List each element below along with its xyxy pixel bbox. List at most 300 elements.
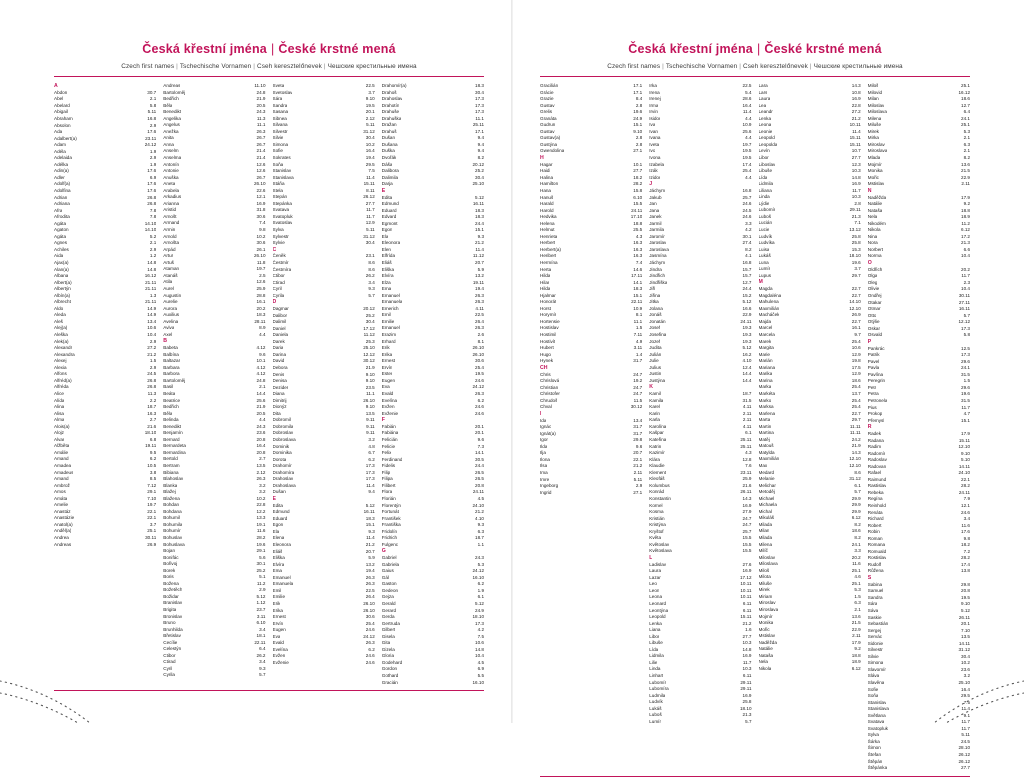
name-label: Gaius: [381, 568, 394, 574]
name-date: 12.1: [961, 503, 970, 508]
alphabet-letter: R: [867, 424, 872, 431]
name-date: 10.9: [742, 122, 752, 128]
name-date: 2.9: [149, 338, 157, 344]
name-label: Bohumil: [163, 515, 180, 521]
name-date: 22.1: [147, 515, 157, 521]
name-label: Diana: [272, 391, 285, 397]
name-date: 3.2: [259, 489, 266, 495]
name-label: Adrian: [54, 194, 68, 200]
name-date: 4.3: [745, 450, 752, 456]
name-label: Gustav(a): [540, 135, 561, 141]
name-date: 24.11: [740, 318, 752, 324]
alphabet-letter: E: [381, 187, 386, 194]
name-date: 3.2: [368, 437, 375, 443]
name-date: 19.5: [475, 371, 484, 377]
name-date: 16.8: [147, 115, 157, 121]
name-date: 16.9: [851, 181, 861, 187]
name-label: Ilja: [540, 450, 546, 456]
name-date: 13.2: [365, 561, 375, 567]
name-label: Amelie: [54, 502, 69, 508]
name-date: 25.7: [742, 528, 752, 534]
name-label: Romana: [867, 542, 886, 548]
name-date: 17.3: [961, 325, 970, 331]
name-date: 11.3: [256, 115, 266, 121]
name-label: Darina: [272, 351, 287, 357]
name-date: 3.7: [149, 521, 157, 527]
name-label: Štefan: [867, 752, 882, 758]
name-label: Karel: [649, 404, 660, 410]
name-label: Jakub: [649, 194, 662, 200]
name-date: 15.1: [365, 522, 375, 528]
name-date: 22.8: [851, 102, 861, 108]
alphabet-letter: CH: [540, 364, 548, 371]
name-label: Lumír: [649, 718, 661, 724]
name-label: Egmont: [381, 220, 398, 226]
alphabet-letter: K: [649, 384, 653, 391]
name-label: Halina: [540, 174, 554, 180]
name-date: 6.2: [149, 456, 157, 462]
name-date: 3.11: [633, 345, 643, 351]
name-label: Sabina: [867, 581, 883, 587]
name-date: 10.9: [633, 305, 643, 311]
name-date: 14.9: [147, 305, 157, 311]
name-label: Denisa: [272, 378, 287, 384]
name-date: 25.10: [363, 345, 375, 351]
name-label: Jonatán: [649, 318, 666, 324]
name-date: 6.2: [368, 646, 375, 652]
name-label: Medard: [758, 469, 775, 475]
name-date: 1.9: [149, 161, 157, 167]
name-date: 3.4: [259, 626, 266, 632]
name-label: Alek(a): [54, 338, 69, 344]
name-label: Liliana: [758, 187, 772, 193]
name-date: 16.4: [256, 443, 266, 449]
name-date: 1.1: [477, 541, 484, 547]
name-label: Darek: [272, 338, 285, 344]
name-label: Arnold: [163, 233, 177, 239]
name-date: 6.2: [477, 581, 484, 587]
name-label: Gabriela: [381, 561, 400, 567]
name-date: 30.4: [365, 240, 375, 246]
name-date: 10.2: [961, 660, 970, 666]
name-label: Eugen: [272, 627, 286, 633]
name-label: Radim: [867, 444, 882, 450]
name-date: 28.2: [633, 181, 643, 187]
name-date: 17.3: [475, 620, 484, 626]
name-label: Anita: [163, 135, 174, 141]
name-date: 11.7: [852, 187, 861, 193]
name-label: Jaromír: [649, 233, 665, 239]
name-date: 7.1: [854, 220, 861, 226]
name-label: Hana: [540, 188, 551, 193]
name-label: Fulgenc: [381, 541, 399, 547]
name-label: Daniela: [272, 332, 289, 338]
name-label: Branislav: [163, 600, 183, 606]
name-date: 6.3: [963, 141, 970, 147]
name-date: 29.9: [851, 508, 861, 514]
name-date: 17.3: [365, 469, 375, 475]
name-label: Brunhilda: [163, 626, 183, 632]
name-date: 6.12: [851, 665, 861, 671]
name-label: Edmund: [272, 509, 290, 515]
name-date: 20.5: [256, 102, 266, 108]
name-label: Bertold: [163, 456, 178, 462]
name-label: Drahuš: [381, 128, 397, 134]
alphabet-heading: [649, 384, 751, 391]
name-date: 8.2: [854, 521, 861, 527]
name-label: Eliáš: [381, 260, 392, 266]
subtitle-sep-2: |: [739, 63, 742, 70]
name-label: Aristid: [163, 207, 177, 213]
name-date: 27.9: [742, 509, 752, 515]
name-label: Leo: [649, 581, 657, 587]
name-date: 25.10: [472, 181, 484, 187]
name-date: 15.5: [742, 541, 752, 547]
name-label: Renáta: [867, 509, 883, 515]
name-date: 25.2: [475, 168, 484, 174]
name-date: 26.3: [475, 292, 484, 298]
name-label: Lidmila: [758, 181, 774, 187]
name-label: Hanuš: [540, 194, 554, 200]
name-date: 30.1: [256, 561, 266, 567]
name-date: 24.8: [256, 377, 266, 383]
name-date: 24.12: [472, 384, 484, 390]
name-label: Evald: [381, 390, 394, 396]
name-label: Emanuela: [381, 299, 403, 305]
name-label: Heribert: [540, 253, 557, 259]
name-label: Ernest: [381, 358, 396, 364]
name-date: 21.2: [147, 351, 157, 357]
name-label: Laura: [758, 96, 771, 102]
name-label: Břetislav: [163, 633, 181, 639]
name-date: 19.6: [256, 541, 266, 547]
name-date: 21.5: [961, 168, 970, 174]
name-date: 15.11: [849, 141, 861, 147]
name-label: Hostivít: [540, 338, 556, 344]
name-date: 9.7: [854, 332, 861, 338]
name-label: Jonáš: [649, 312, 662, 318]
name-date: 25.10: [958, 680, 970, 686]
name-date: 10.3: [742, 666, 752, 672]
name-label: Matěj: [758, 436, 770, 442]
name-date: 5.7: [963, 312, 970, 318]
name-date: 31.12: [958, 647, 970, 653]
name-label: Aneta: [163, 181, 176, 187]
name-label: Konrád: [649, 489, 665, 495]
name-label: Anuška: [163, 174, 179, 180]
name-date: 26.9: [147, 541, 157, 547]
name-date: 3.11: [256, 613, 266, 619]
name-label: Dagmar: [272, 306, 289, 312]
name-date: 12.12: [363, 351, 375, 357]
name-date: 16.2: [742, 351, 752, 357]
name-date: 25.4: [742, 168, 752, 174]
name-label: Nikola: [758, 665, 772, 671]
name-label: Amadeus: [54, 469, 74, 475]
name-date: 5.12: [475, 194, 484, 200]
name-label: Hilda: [540, 286, 551, 292]
name-label: Cecílie: [163, 639, 178, 645]
name-date: 5.3: [477, 561, 484, 567]
name-label: Aleška: [54, 332, 68, 338]
name-date: 4.12: [256, 345, 266, 351]
name-date: 18.3: [365, 515, 375, 521]
name-label: Alej(a): [54, 325, 68, 331]
name-date: 15.1: [475, 227, 484, 233]
name-date: 6.6: [963, 246, 970, 252]
name-label: Maxmilián: [758, 305, 780, 311]
name-label: Sveta: [272, 83, 285, 88]
name-date: 10.2: [256, 233, 266, 239]
name-label: Gustav: [540, 128, 555, 134]
name-label: Běla: [163, 102, 173, 108]
name-date: 31.12: [363, 233, 375, 239]
name-label: Barbora: [163, 371, 180, 377]
name-label: Erika: [381, 351, 393, 357]
name-label: Miloslav: [867, 102, 885, 108]
name-date: 25.3: [365, 338, 375, 344]
name-label: Celestýn: [163, 646, 182, 652]
name-label: Milan: [867, 96, 879, 102]
name-date: 24.6: [475, 410, 484, 416]
name-label: Albert(a): [54, 279, 72, 285]
name-label: Nikola: [867, 227, 881, 233]
name-date: 29.5: [961, 693, 970, 699]
name-label: František: [381, 515, 401, 521]
name-date: 14.10: [849, 299, 861, 305]
name-label: Mlada: [867, 155, 881, 161]
name-date: 25.4: [851, 338, 861, 344]
name-date: 14.1: [475, 450, 484, 456]
name-label: Drahoš: [381, 89, 397, 95]
name-label: Artuš: [163, 259, 174, 265]
name-date: 24.9: [475, 607, 484, 613]
book-gutter: [511, 0, 513, 723]
name-date: 26.10: [363, 607, 375, 613]
name-label: Sáva: [867, 608, 879, 613]
name-label: Gejza: [381, 594, 394, 600]
name-label: Lenka: [758, 115, 772, 121]
name-date: 28.8: [256, 292, 266, 298]
name-date: 17.6: [961, 529, 970, 535]
name-date: 1.4: [635, 351, 643, 357]
name-label: Sandra: [272, 102, 288, 108]
name-label: Libuše: [758, 168, 773, 174]
alphabet-heading: [163, 338, 265, 345]
name-date: 30.6: [365, 614, 375, 620]
name-date: 4.3: [635, 233, 643, 239]
name-date: 11.4: [366, 535, 375, 541]
name-date: 5.4: [745, 89, 752, 95]
name-label: Svatava: [272, 207, 290, 213]
name-date: 13.5: [256, 462, 266, 468]
name-label: Petra: [867, 391, 879, 397]
name-date: 10.6: [851, 345, 861, 351]
name-date: 22.7: [851, 292, 861, 298]
name-date: 24.11: [472, 489, 484, 495]
name-label: Milena: [867, 115, 882, 121]
name-date: 3.7: [368, 89, 375, 95]
name-label: Simona: [272, 141, 289, 147]
name-label: Lubomír: [649, 679, 667, 685]
name-label: Albana: [54, 273, 69, 279]
name-label: Chris: [540, 371, 551, 377]
name-date: 1.5: [635, 325, 643, 331]
name-label: Sára: [272, 96, 283, 102]
name-date: 25.6: [256, 397, 266, 403]
name-date: 10.4: [961, 253, 970, 259]
name-date: 18.10: [849, 253, 861, 259]
name-date: 3.8: [149, 469, 157, 475]
name-date: 7.9: [963, 496, 970, 502]
name-date: 24.1: [851, 541, 861, 547]
name-label: Miloš: [867, 83, 879, 88]
name-label: Petronela: [867, 398, 888, 403]
name-label: Ivo: [649, 148, 656, 154]
name-label: Stanislava: [272, 174, 294, 180]
name-date: 19.5: [742, 155, 752, 161]
name-label: Otýlie: [867, 319, 880, 325]
name-label: Chrislová: [540, 378, 560, 384]
name-label: Dominik: [272, 443, 290, 449]
name-date: 16.4: [365, 148, 375, 154]
name-label: Gerald: [381, 600, 396, 606]
name-label: Igor: [540, 437, 548, 443]
name-label: Bernardina: [163, 449, 186, 455]
name-label: Filip: [381, 469, 391, 475]
name-label: Josef: [649, 325, 661, 331]
name-label: Christian: [540, 384, 559, 390]
name-date: 10.11: [740, 581, 752, 587]
name-label: Dorota: [272, 456, 287, 462]
name-date: 24.11: [631, 207, 643, 213]
name-label: Kašpar: [649, 430, 664, 436]
alphabet-letter: D: [272, 299, 277, 306]
name-label: Naděžda: [867, 194, 887, 200]
name-label: Luboš: [649, 712, 662, 718]
alphabet-letter: E: [272, 495, 276, 502]
name-date: 18.6: [961, 96, 970, 102]
name-date: 19.4: [365, 568, 375, 574]
name-label: Rebeka: [867, 489, 884, 495]
name-label: Izák: [649, 168, 658, 174]
name-label: Peregrin: [867, 378, 886, 384]
name-date: 2.9: [259, 587, 266, 593]
name-label: Štěpánka: [867, 765, 888, 771]
alphabet-heading: [649, 555, 751, 562]
name-date: 19.5: [742, 148, 752, 154]
name-date: 19.2: [633, 378, 643, 384]
name-date: 11.1: [633, 318, 643, 324]
name-date: 5.11: [147, 109, 157, 115]
name-date: 17.3: [475, 96, 484, 102]
name-label: Miriam: [758, 593, 773, 599]
name-date: 23.5: [365, 384, 375, 390]
name-label: Sylvestr: [272, 233, 289, 239]
name-date: 30.4: [961, 653, 970, 659]
name-label: Otto: [867, 312, 877, 318]
name-date: 8.2: [854, 534, 861, 540]
name-label: Miroslava: [758, 607, 779, 612]
name-label: Michael: [758, 495, 775, 501]
name-label: Lidmila: [649, 653, 664, 659]
name-label: Rostislav: [867, 555, 887, 561]
name-label: Edmund: [381, 201, 399, 207]
name-label: Aurel: [163, 285, 174, 291]
name-date: 4.5: [477, 495, 484, 501]
name-label: Květoslava: [649, 548, 672, 554]
name-date: 11.12: [363, 332, 375, 338]
name-date: 24.5: [742, 207, 752, 213]
name-date: 20.7: [475, 260, 484, 266]
name-label: Leopold: [649, 614, 666, 620]
name-date: 29.7: [851, 272, 861, 278]
name-label: Jindřich: [649, 273, 666, 279]
name-date: 16.11: [472, 201, 484, 207]
alphabet-heading: [382, 188, 484, 195]
name-label: Gisela: [381, 633, 395, 639]
name-date: 2.8: [854, 200, 861, 206]
name-date: 19.7: [742, 141, 752, 147]
name-label: Radoslav: [867, 457, 887, 463]
name-label: David: [272, 358, 285, 364]
name-label: Jarmila: [649, 227, 665, 233]
name-label: Mirek: [867, 128, 879, 134]
name-date: 11.6: [256, 528, 266, 534]
name-label: Jasmína: [649, 253, 667, 259]
name-label: Božena: [163, 580, 179, 586]
name-label: Gracilián: [540, 83, 559, 88]
name-date: 24.9: [633, 115, 643, 121]
name-label: Adélka: [54, 161, 69, 167]
name-date: 10.11: [849, 122, 861, 128]
name-date: 17.12: [740, 574, 752, 580]
name-date: 5.9: [368, 555, 375, 561]
name-date: 12.2: [256, 508, 266, 514]
name-label: Marcel: [758, 325, 773, 331]
name-date: 13.12: [849, 227, 861, 233]
name-date: 17.9: [851, 639, 861, 645]
name-date: 17.10: [630, 214, 643, 220]
name-date: 26.8: [147, 377, 157, 383]
name-date: 6.11: [742, 600, 752, 606]
name-date: 26.5: [475, 476, 484, 482]
name-label: Ilda: [540, 443, 548, 449]
name-label: Ivan: [649, 128, 658, 134]
name-date: 2.11: [633, 470, 643, 476]
name-date: 2.6: [477, 332, 484, 338]
name-date: 12.1: [256, 194, 266, 200]
alphabet-letter: H: [540, 155, 544, 162]
alphabet-heading: [273, 247, 375, 254]
name-date: 17.1: [633, 83, 643, 88]
name-date: 26.8: [147, 384, 157, 390]
alphabet-heading: [273, 299, 375, 306]
name-label: Matouš: [758, 443, 774, 449]
name-date: 6.1: [745, 430, 752, 436]
name-date: 26.9: [851, 312, 861, 318]
name-label: Alvar: [54, 436, 65, 442]
name-label: Ivona: [649, 155, 661, 161]
name-date: 13.7: [851, 390, 861, 396]
name-date: 24.5: [147, 371, 157, 377]
name-date: 11.7: [961, 719, 970, 725]
name-label: Eugen: [381, 377, 396, 383]
name-label: Dalimil: [272, 319, 287, 325]
name-label: Jáchym: [649, 260, 666, 266]
name-label: Albín(a): [54, 292, 71, 298]
name-label: Brigita: [163, 607, 177, 612]
